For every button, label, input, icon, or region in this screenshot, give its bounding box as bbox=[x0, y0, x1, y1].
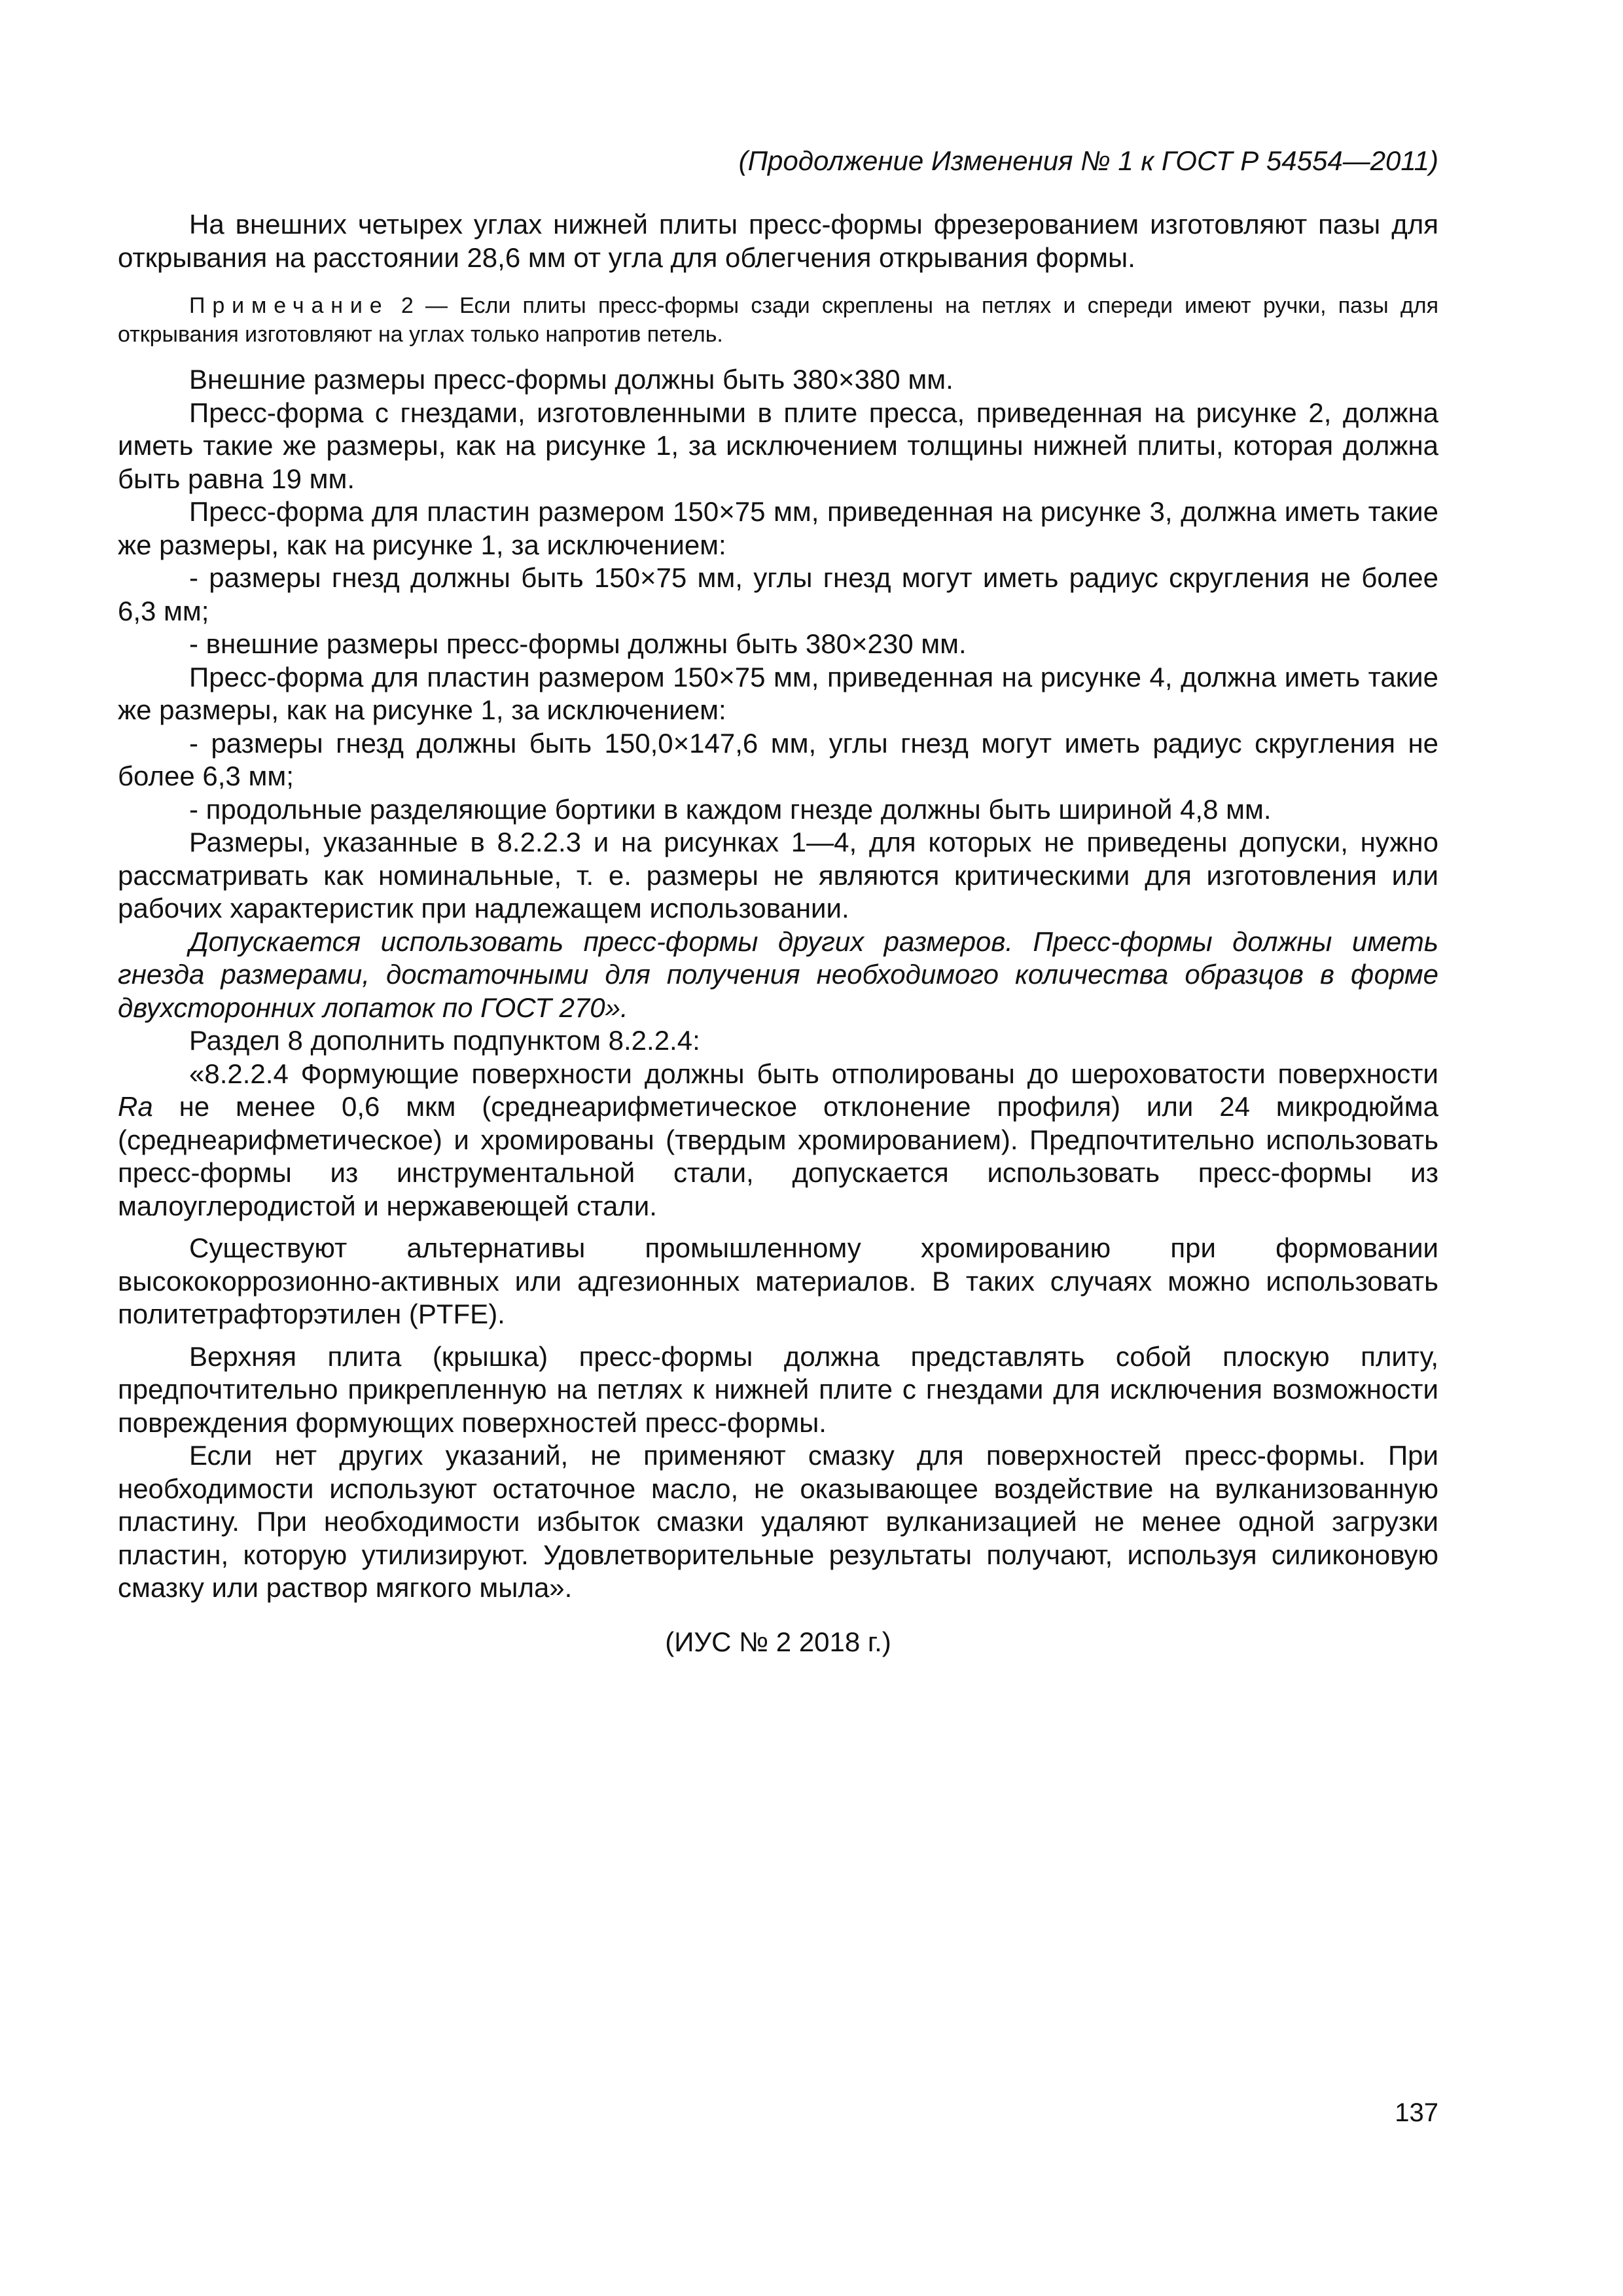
note-2 bbox=[118, 291, 1438, 349]
paragraph-section-addition: Раздел 8 дополнить подпунктом 8.2.2.4: bbox=[189, 1025, 700, 1056]
list-item-cavity-size-4: - размеры гнезд должны быть 150,0×147,6 мм, углы гнезд могут иметь радиус скругления не более 6,3 мм; bbox=[118, 727, 1438, 791]
note-label: Примечание bbox=[189, 293, 389, 318]
note-text: 2 — Если плиты пресс-формы сзади скреплены на петлях и спереди имеют ручки, пазы для открывания изготовляют на углах только напротив петель. bbox=[118, 293, 1438, 347]
ius-reference: (ИУС № 2 2018 г.) bbox=[665, 1626, 891, 1657]
running-header: (Продолжение Изменения № 1 к ГОСТ Р 54554—2011) bbox=[738, 145, 1438, 176]
paragraph-figure-4: Пресс-форма для пластин размером 150×75 мм, приведенная на рисунке 4, должна иметь такие же размеры, как на рисунке 1, за исключением: bbox=[118, 661, 1438, 725]
list-item-outer-size-3: - внешние размеры пресс-формы должны быть 380×230 мм. bbox=[189, 628, 967, 659]
paragraph-other-sizes: Допускается использовать пресс-формы других размеров. Пресс-формы должны иметь гнезда размерами, достаточными для получения необходимого количества образцов в форме двухсторонних лопаток по ГОСТ 270». bbox=[118, 925, 1438, 1023]
paragraph-lubricant: Если нет других указаний, не применяют смазку для поверхностей пресс-формы. При необходимости используют остаточное масло, не оказывающее воздействие на вулканизованную пластину. При необходимости избыток смазки удаляют вулканизацией не менее одной загрузки пластин, которую утилизируют. Удовлетворительные результаты получают, используя силиконовую смазку или раствор мягкого мыла». bbox=[118, 1440, 1438, 1603]
paragraph-figure-2: Пресс-форма с гнездами, изготовленными в плите пресса, приведенная на рисунке 2, должна иметь такие же размеры, как на рисунке 1, за исключением толщины нижней плиты, которая должна быть равна 19 мм. bbox=[118, 397, 1438, 494]
paragraph-figure-3: Пресс-форма для пластин размером 150×75 мм, приведенная на рисунке 3, должна иметь такие же размеры, как на рисунке 1, за исключением: bbox=[118, 496, 1438, 560]
paragraph-nominal-sizes: Размеры, указанные в 8.2.2.3 и на рисунках 1—4, для которых не приведены допуски, нужно рассматривать как номинальные, т. е. размеры не являются критическими для изготовления или рабочих характеристик при надлежащем использовании. bbox=[118, 827, 1438, 924]
paragraph-8-2-2-4 bbox=[118, 1058, 1438, 1223]
document-body bbox=[118, 208, 1438, 1605]
clause-text-start: «8.2.2.4 Формующие поверхности должны быть отполированы до шероховатости поверхности bbox=[189, 1058, 1438, 1089]
roughness-symbol: Ra bbox=[118, 1091, 153, 1122]
paragraph-grooves: На внешних четырех углах нижней плиты пресс-формы фрезерованием изготовляют пазы для открывания на расстоянии 28,6 мм от угла для облегчения открывания формы. bbox=[118, 209, 1438, 273]
list-item-ribs: - продольные разделяющие бортики в каждом гнезде должны быть шириной 4,8 мм. bbox=[189, 793, 1272, 825]
clause-text-end: не менее 0,6 мкм (среднеарифметическое отклонение профиля) или 24 микродюйма (среднеарифметическое) и хромированы (твердым хромированием). Предпочтительно использовать пресс-формы из инструментальной стали, допускается использовать пресс-формы из малоуглеродистой и нержавеющей стали. bbox=[118, 1091, 1438, 1221]
list-item-cavity-size-3: - размеры гнезд должны быть 150×75 мм, углы гнезд могут иметь радиус скругления не более 6,3 мм; bbox=[118, 562, 1438, 626]
paragraph-alternatives: Существуют альтернативы промышленному хромированию при формовании высококоррозионно-активных или адгезионных материалов. В таких случаях можно использовать политетрафторэтилен (PTFE). bbox=[118, 1232, 1438, 1329]
paragraph-top-plate: Верхняя плита (крышка) пресс-формы должна представлять собой плоскую плиту, предпочтительно прикрепленную на петлях к нижней плите с гнездами для исключения возможности повреждения формующих поверхностей пресс-формы. bbox=[118, 1340, 1438, 1438]
page-number: 137 bbox=[1395, 2098, 1438, 2127]
paragraph-outer-size: Внешние размеры пресс-формы должны быть 380×380 мм. bbox=[189, 364, 954, 395]
